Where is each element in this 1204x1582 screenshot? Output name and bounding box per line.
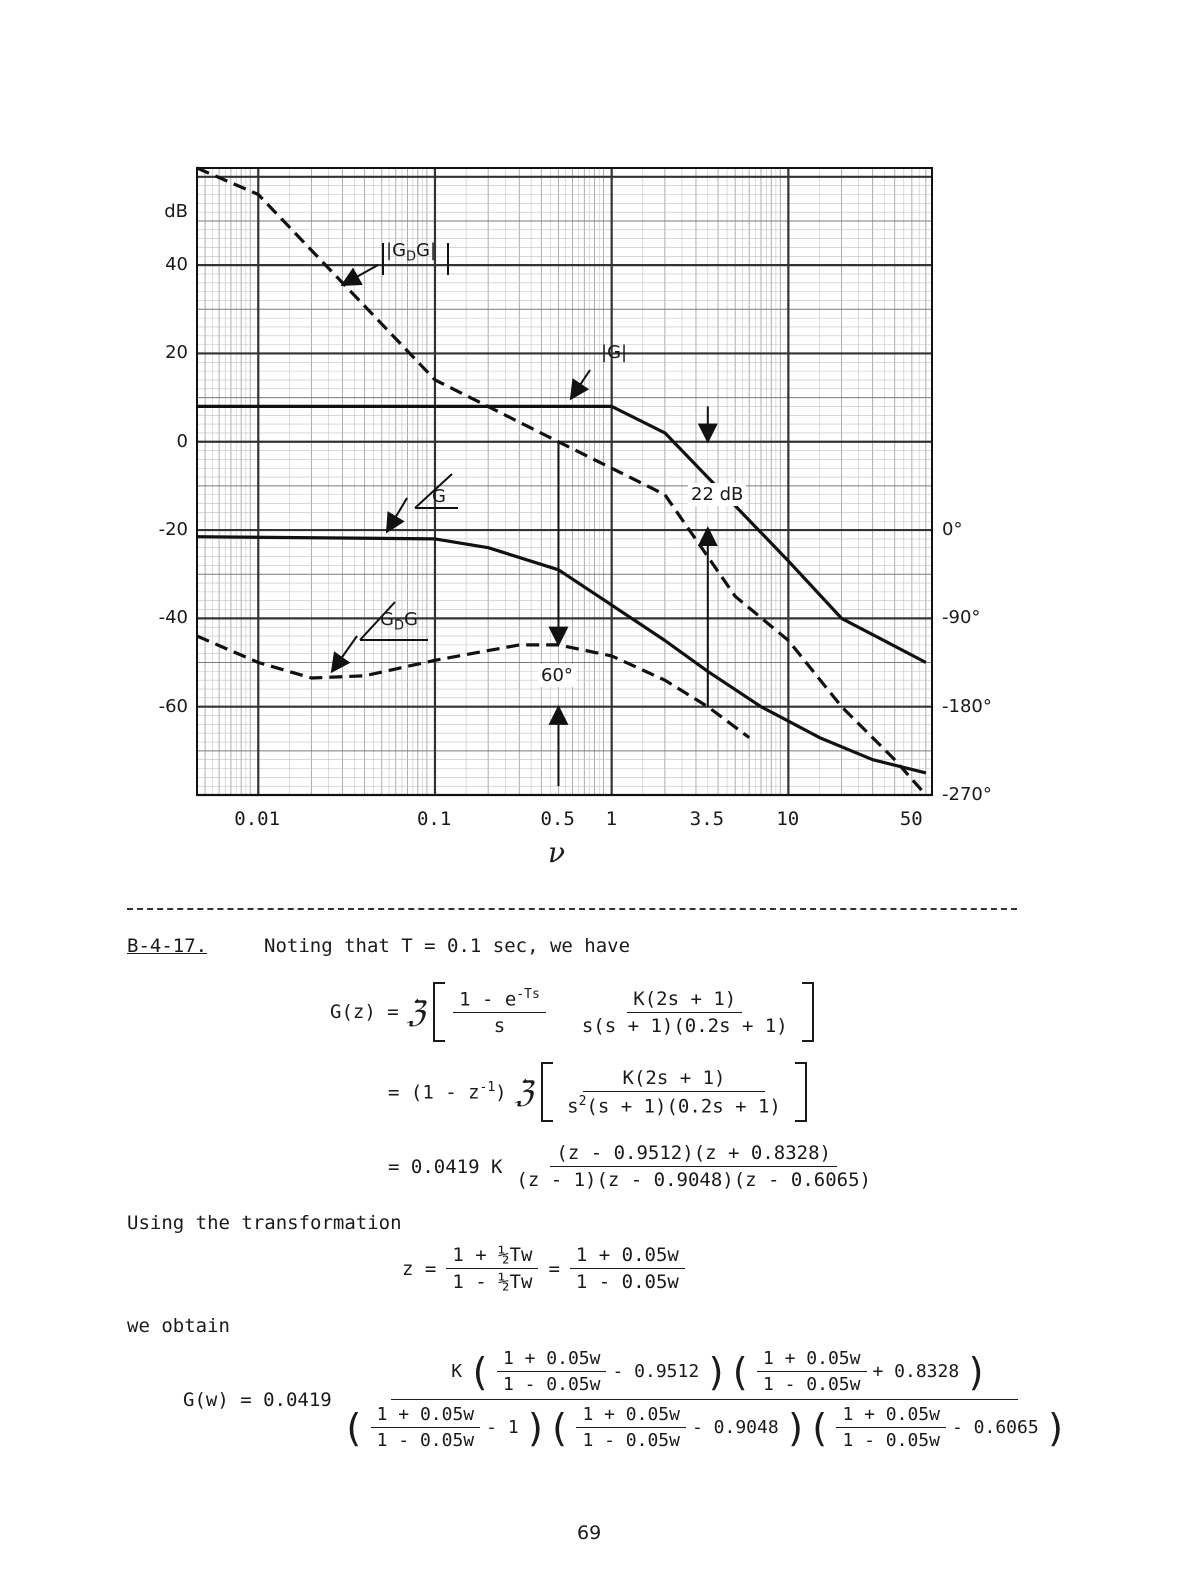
pointer-g-mag <box>572 370 590 397</box>
transformation-text: Using the transformation <box>127 1212 402 1234</box>
section-separator <box>127 908 1017 910</box>
phase-tick-label: -180° <box>942 695 992 717</box>
label-g-phase: G <box>432 486 446 507</box>
x-tick-label: 0.01 <box>234 808 281 830</box>
intro-text: Noting that T = 0.1 sec, we have <box>264 935 631 957</box>
equation-1: G(z) = ℨ $\frac{1 - e^{-Ts}}{s}$ $\frac{K(2s + 1)}{s(s + 1)(0.2s + 1)}$ <box>330 982 814 1042</box>
y-tick-label: dB <box>164 201 188 223</box>
page-number: 69 <box>577 1522 602 1544</box>
x-axis-label: ν <box>548 836 566 869</box>
series-layer <box>197 168 926 795</box>
series-2 <box>197 537 926 773</box>
y-tick-label: 40 <box>165 254 188 276</box>
equation-2: = $(1 - z^{-1})$ ℨ $\frac{K(2s + 1)}{s^2(s + 1)(0.2s + 1)}$ <box>388 1062 807 1122</box>
annotation-phase-margin: 60° <box>538 664 576 687</box>
x-tick-label: 1 <box>605 808 618 830</box>
series-3 <box>197 636 749 738</box>
plot-frame <box>197 168 932 795</box>
phase-tick-label: 0° <box>942 519 963 541</box>
y-tick-label: -60 <box>158 695 188 717</box>
series-0 <box>197 168 926 795</box>
section-id: B-4-17. <box>127 935 208 957</box>
pointer-gdg-phase <box>333 636 357 670</box>
equation-4: z = $\frac{\text{1 + ½Tw}}{\text{1 - ½Tw}}$ = $\frac{1 + 0.05w}{1 - 0.05w}$ <box>402 1244 685 1293</box>
x-tick-label: 10 <box>776 808 800 830</box>
x-tick-label: 0.5 <box>540 808 575 830</box>
x-tick-label: 0.1 <box>416 808 452 830</box>
annotation-gain-margin: 22 dB <box>688 483 746 506</box>
y-tick-label: -40 <box>158 607 188 629</box>
equation-3: = 0.0419 K $\frac{(z - 0.9512)(z + 0.8328)}{(z - 1)(z - 0.9048)(z - 0.6065)}$ <box>388 1142 871 1191</box>
pointer-g-phase <box>388 498 407 530</box>
phase-tick-label: -90° <box>942 607 981 629</box>
label-gdg-magnitude: $|G_DG|$ <box>386 240 437 265</box>
y-tick-label: -20 <box>158 519 188 541</box>
x-tick-label: 3.5 <box>689 808 725 830</box>
label-gdg-phase: $G_DG$ <box>380 609 418 634</box>
minor-gridlines <box>197 168 932 795</box>
equation-5: G(w) = 0.0419 K ( $\frac{1 + 0.05w}{1 - 0.05w}$ - 0.9512 )( $\frac{1 + 0.05w}{1 - 0.05w}$ + 0.8328 ) ( $\frac{1 + 0.05w}{1 - 0.05w}$ - 1 )( $\frac{1 + 0.05w}{1 - 0.05w}$ - 0.9048 )( $\frac{1 + 0.05w}{1 - 0.05w}$ - 0.6065 ) <box>183 1348 1068 1451</box>
pointer-gdg-mag <box>344 265 378 284</box>
y-tick-label: 0 <box>176 430 188 452</box>
x-tick-label: 50 <box>899 808 923 830</box>
label-g-magnitude: |G| <box>601 342 628 363</box>
major-gridlines <box>197 168 932 795</box>
obtain-text: we obtain <box>127 1315 230 1337</box>
y-tick-label: 20 <box>165 342 188 364</box>
phase-tick-label: -270° <box>942 784 992 805</box>
